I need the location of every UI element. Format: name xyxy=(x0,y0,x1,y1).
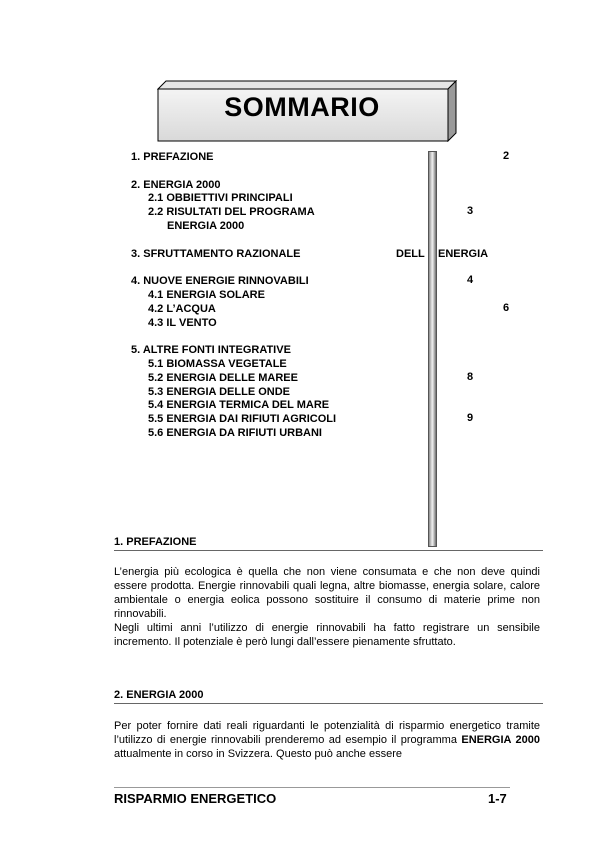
toc-subitem: 4.1 ENERGIA SOLARE xyxy=(148,289,265,301)
section-heading: 1. PREFAZIONE xyxy=(114,536,197,548)
title-box xyxy=(157,80,459,142)
toc-subitem: 4.2 L’ACQUA xyxy=(148,303,216,315)
section-rule xyxy=(114,703,543,704)
section-paragraph xyxy=(114,719,540,761)
toc-item: 1. PREFAZIONE xyxy=(131,151,214,163)
toc-item-fragment: ENERGIA xyxy=(438,248,489,260)
footer-title: RISPARMIO ENERGETICO xyxy=(114,791,277,806)
toc-subitem: 2.1 OBBIETTIVI PRINCIPALI xyxy=(148,192,293,204)
toc-subitem: 5.4 ENERGIA TERMICA DEL MARE xyxy=(148,399,330,411)
paragraph-text: Per poter fornire dati reali riguardanti le potenzialità di risparmio energetico tramite l’utilizzo di energie rinnovabili prenderemo ad esempio il programma xyxy=(114,720,540,746)
paragraph-text: Negli ultimi anni l’utilizzo di energie rinnovabili ha fatto registrare un sensibile incremento. Il potenziale è però lungi dall’essere pienamente sfruttato. xyxy=(114,622,540,648)
page-number: 1-7 xyxy=(488,791,507,806)
toc-subitem: 2.2 RISULTATI DEL PROGRAMA xyxy=(148,206,315,218)
toc-item: 2. ENERGIA 2000 xyxy=(131,179,221,191)
toc-page-number: 4 xyxy=(467,274,474,286)
toc-subitem: 5.1 BIOMASSA VEGETALE xyxy=(148,358,287,370)
page-title: SOMMARIO xyxy=(224,92,380,122)
toc-page-number: 8 xyxy=(467,371,474,383)
vertical-divider-bar xyxy=(428,151,437,547)
paragraph-text: L’energia più ecologica è quella che non viene consumata e che non deve quindi essere prodotta. Energie rinnovabili quali legna, altre biomasse, energia solare, calore ambientale o energia eolica possono sostituire il consumo di materie prime non rinnovabili. xyxy=(114,566,540,620)
toc-subitem: 5.2 ENERGIA DELLE MAREE xyxy=(148,372,298,384)
toc-subitem: 5.3 ENERGIA DELLE ONDE xyxy=(148,386,291,398)
toc-item: 3. SFRUTTAMENTO RAZIONALE xyxy=(131,248,301,260)
toc-subitem-continuation: ENERGIA 2000 xyxy=(167,220,245,232)
toc-page-number: 9 xyxy=(467,412,474,424)
toc-item-fragment: DELL xyxy=(396,248,425,260)
section-paragraph xyxy=(114,565,540,649)
paragraph-text: attualmente in corso in Svizzera. Questo può anche essere xyxy=(114,748,402,760)
toc-subitem: 5.6 ENERGIA DA RIFIUTI URBANI xyxy=(148,427,322,439)
toc-page-number: 6 xyxy=(503,302,510,314)
toc-subitem: 4.3 IL VENTO xyxy=(148,317,217,329)
toc-page-number: 3 xyxy=(467,205,474,217)
toc-page-number: 2 xyxy=(503,150,510,162)
toc-item: 5. ALTRE FONTI INTEGRATIVE xyxy=(131,344,291,356)
footer-rule xyxy=(114,787,510,788)
toc-item: 4. NUOVE ENERGIE RINNOVABILI xyxy=(131,275,309,287)
program-name: ENERGIA 2000 xyxy=(461,734,540,746)
section-heading: 2. ENERGIA 2000 xyxy=(114,689,204,701)
toc-subitem: 5.5 ENERGIA DAI RIFIUTI AGRICOLI xyxy=(148,413,337,425)
section-rule xyxy=(114,550,543,551)
